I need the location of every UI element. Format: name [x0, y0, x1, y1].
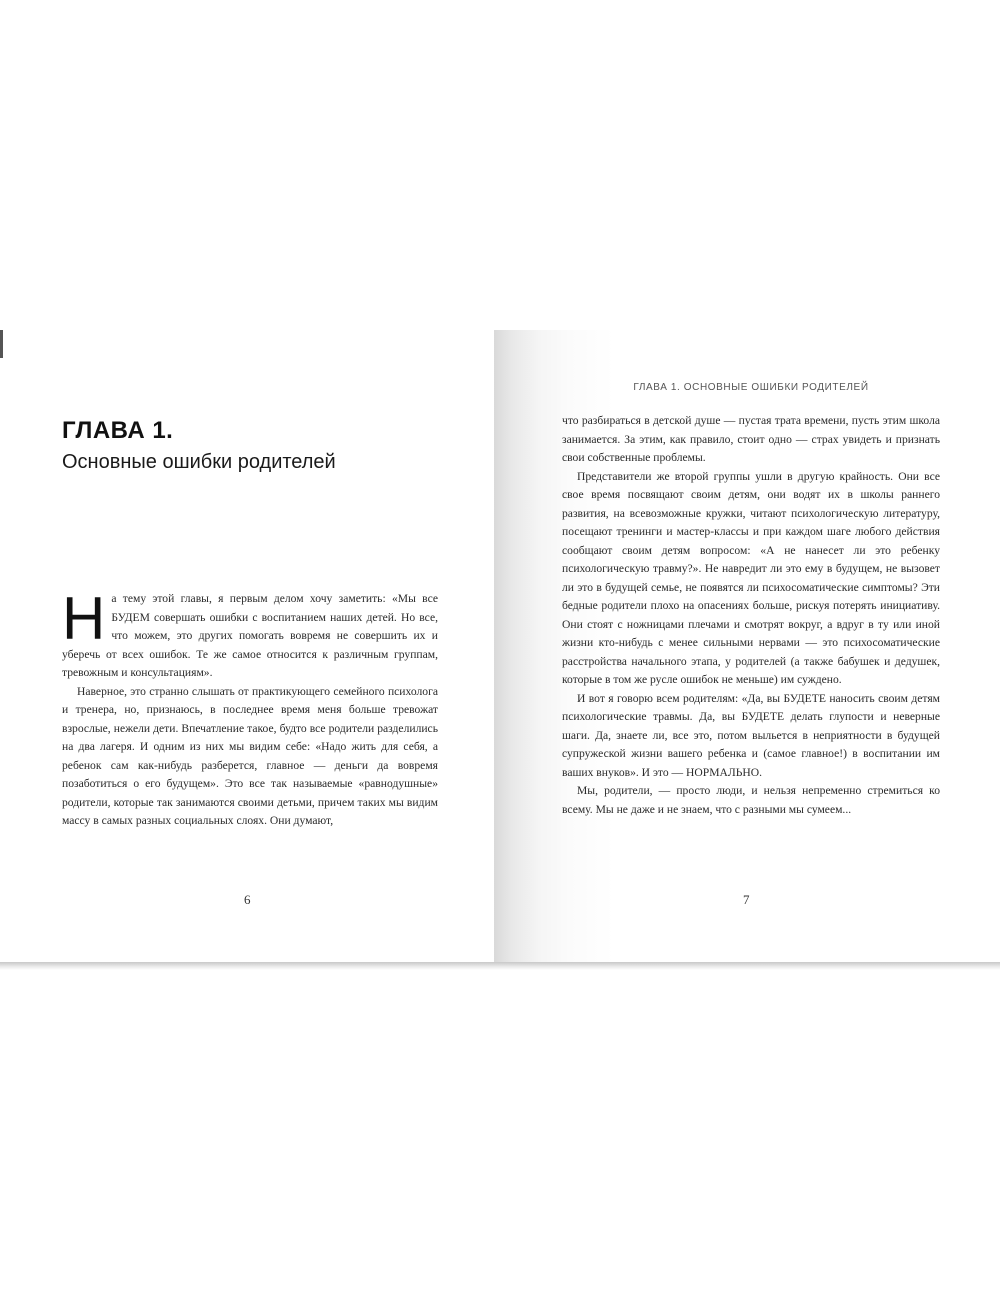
paragraph: что разбираться в детской душе — пустая трата времени, пусть этим школа занимается. За этим, как правило, стоит одно — страх увидеть и признать свои собственные проблемы.: [562, 414, 940, 464]
dropcap: Н: [62, 590, 106, 652]
left-page: [0, 330, 494, 962]
paragraph: И вот я говорю всем родителям: «Да, вы БУДЕТЕ наносить своим детям психологические травмы. Да, вы БУДЕТЕ делать глупости и неверные шаги. Да, знаете ли, все это, потом выльется в неприятности в будущей супружеской жизни вашего ребенка и (самое главное!) в воспитании им ваших внуков». И это — НОРМАЛЬНО.: [562, 691, 940, 779]
chapter-number: ГЛАВА 1.: [62, 417, 174, 444]
paragraph-text: а тему этой главы, я первым делом хочу заметить: «Мы все БУДЕМ совершать ошибки с воспитанием наших детей. Но все, что можем, это других помогать вовремя не совершить их и уберечь от всех ошибок. Те же самое относится к различным группам, тревожным и консультациям».: [62, 592, 438, 679]
chapter-title: Основные ошибки родителей: [62, 451, 336, 473]
right-page: [494, 330, 1000, 962]
paragraph: Наверное, это странно слышать от практикующего семейного психолога и тренера, но, признаюсь, в последнее время меня больше тревожат взрослые, нежели дети. Впечатление такое, будто все родители разделились на два лагеря. И одним из них мы видим себе: «Надо жить для себя, а ребенок сам как-нибудь разберется, главное — деньги да вовремя позаботиться о его будущем». Это все так называемые «равнодушные» родители, которые так занимаются своими детьми, причем таких мы видим массу в самых разных социальных слоях. Они думают,: [62, 684, 438, 827]
page-number: 6: [244, 892, 251, 907]
running-header: ГЛАВА 1. ОСНОВНЫЕ ОШИБКИ РОДИТЕЛЕЙ: [633, 382, 869, 393]
page-edge-mark: [0, 330, 3, 358]
spread-bottom-shadow: [0, 962, 1000, 970]
paragraph: [62, 590, 438, 683]
page-number: 7: [743, 892, 750, 907]
paragraph: Мы, родители, — просто люди, и нельзя непременно стремиться ко всему. Мы не даже и не знаем, что с разными мы сумеем...: [562, 784, 940, 816]
paragraph: Представители же второй группы ушли в другую крайность. Они все свое время посвящают своим детям, они водят их в школы раннего развития, на всевозможные кружки, читают психологическую литературу, посещают тренинги и мастер-классы и при каждом шаге любого действия сообщают своим детям вопросом: «А не нанесет ли это ребенку психологическую травму?». Не навредит ли это ему в будущем, не вызовет ли это в будущей семье, не появятся ли психосоматические симптомы? Эти бедные родители плохо на опасениях больше, рискуя потерять инициативу. Они стоят с ножницами плечами и смотрят вокруг, а вдруг в ту или иной жизни кто-нибудь с менее сильными нервами — это психосоматические расстройства начального этапа, у родителей (а также бабушек и дедушек, которые в том же русле ошибок не меньше) им суждено.: [562, 469, 940, 686]
left-body-text: [62, 590, 438, 831]
right-body-text: [562, 412, 940, 819]
chapter-heading: [62, 416, 462, 476]
book-spread: [0, 330, 1000, 970]
